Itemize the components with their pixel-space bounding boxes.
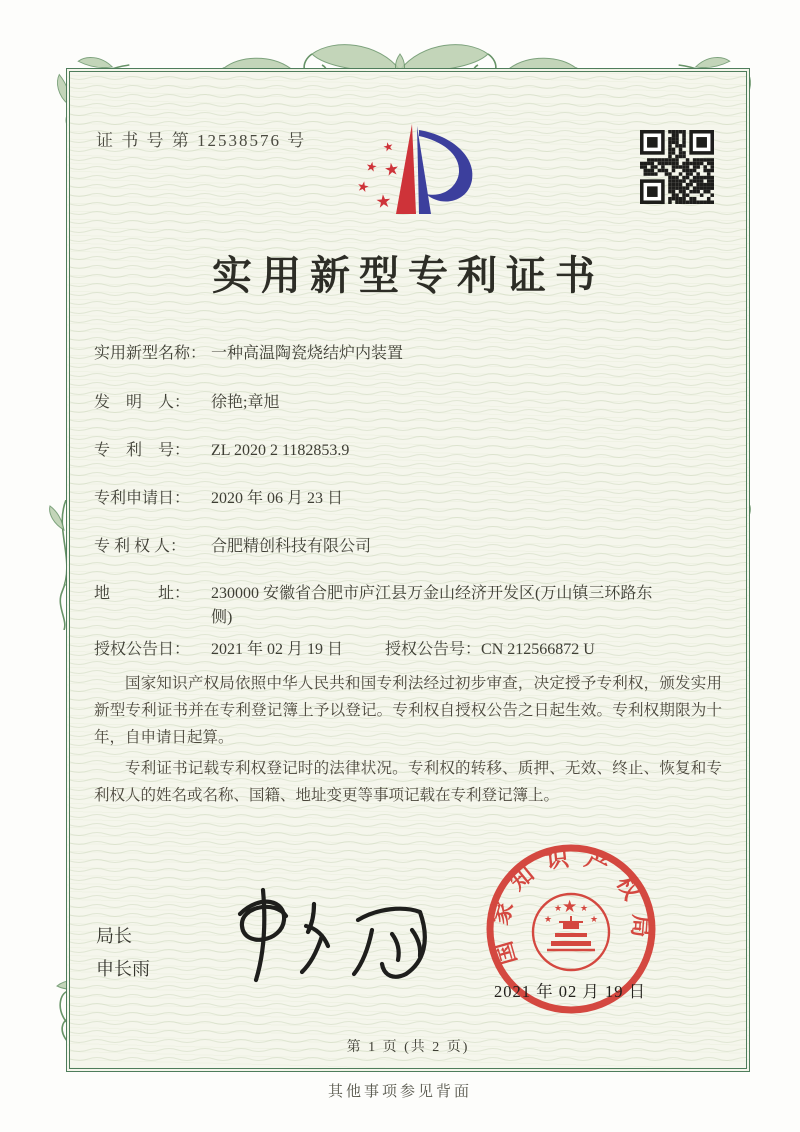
field-label: 地 址： xyxy=(94,585,191,602)
field-row-filing-date xyxy=(94,487,343,511)
svg-text:★: ★ xyxy=(381,138,396,155)
seal-text: 国家知识产权局 xyxy=(487,844,655,968)
field-label: 专利申请日： xyxy=(94,490,191,507)
director-name: 申长雨 xyxy=(96,959,150,979)
field-row-name xyxy=(94,342,403,366)
field-value: 合肥精创科技有限公司 xyxy=(211,538,372,555)
field-label: 实用新型名称： xyxy=(94,345,207,362)
field-row-address xyxy=(94,582,663,630)
svg-text:★: ★ xyxy=(562,897,578,916)
field-row-patentee xyxy=(94,535,371,559)
national-emblem xyxy=(533,894,609,970)
director-title: 局长 xyxy=(96,926,132,946)
field-value: 230000 安徽省合肥市庐江县万金山经济开发区(万山镇三环路东侧) xyxy=(211,585,653,626)
field-value: 一种高温陶瓷烧结炉内装置 xyxy=(211,345,404,362)
svg-text:★: ★ xyxy=(544,914,553,924)
grant-number-value: CN 212566872 U xyxy=(481,641,595,658)
svg-text:★: ★ xyxy=(580,903,589,913)
handwritten-signature xyxy=(210,880,450,990)
page-number: 第 1 页 (共 2 页) xyxy=(346,1040,470,1055)
director-block xyxy=(96,920,150,986)
field-label: 专 利 号： xyxy=(94,442,191,459)
field-value: 徐艳;章旭 xyxy=(211,394,280,411)
field-row-patent-number xyxy=(94,439,349,463)
certificate-number: 证 书 号 第 12538576 号 xyxy=(96,131,307,150)
qr-code xyxy=(640,130,714,204)
svg-text:★: ★ xyxy=(355,179,371,197)
grant-date-label: 授权公告日： xyxy=(94,641,191,658)
field-value: 2020 年 06 月 23 日 xyxy=(211,490,344,507)
seal-date: 2021 年 02 月 19 日 xyxy=(494,982,647,1001)
cnipa-patent-logo-icon xyxy=(332,110,482,232)
svg-text:★: ★ xyxy=(554,903,563,913)
legal-paragraph: 专利证书记载专利权登记时的法律状况。专利权的转移、质押、无效、终止、恢复和专利权人的姓名或名称、国籍、地址变更等事项记载在专利登记簿上。 xyxy=(94,760,722,804)
back-note: 其他事项参见背面 xyxy=(327,1084,472,1100)
field-row-inventors xyxy=(94,391,279,415)
grant-date-value: 2021 年 02 月 19 日 xyxy=(211,641,344,658)
field-value: ZL 2020 2 1182853.9 xyxy=(211,442,350,459)
legal-text xyxy=(94,670,722,813)
svg-text:★: ★ xyxy=(364,158,379,175)
legal-paragraph: 国家知识产权局依照中华人民共和国专利法经过初步审查，决定授予专利权，颁发实用新型专利证书并在专利登记簿上予以登记。专利权自授权公告之日起生效。专利权期限为十年，自申请日起算。 xyxy=(94,675,722,746)
field-row-grant xyxy=(94,638,595,662)
field-label: 专 利 权 人： xyxy=(94,538,187,555)
svg-text:★: ★ xyxy=(374,190,393,212)
field-label: 发 明 人： xyxy=(94,394,191,411)
certificate-title: 实用新型专利证书 xyxy=(212,253,604,298)
certificate-frame xyxy=(66,68,750,1072)
grant-number-label: 授权公告号： xyxy=(385,641,482,658)
svg-text:★: ★ xyxy=(590,914,599,924)
svg-text:★: ★ xyxy=(382,159,401,180)
